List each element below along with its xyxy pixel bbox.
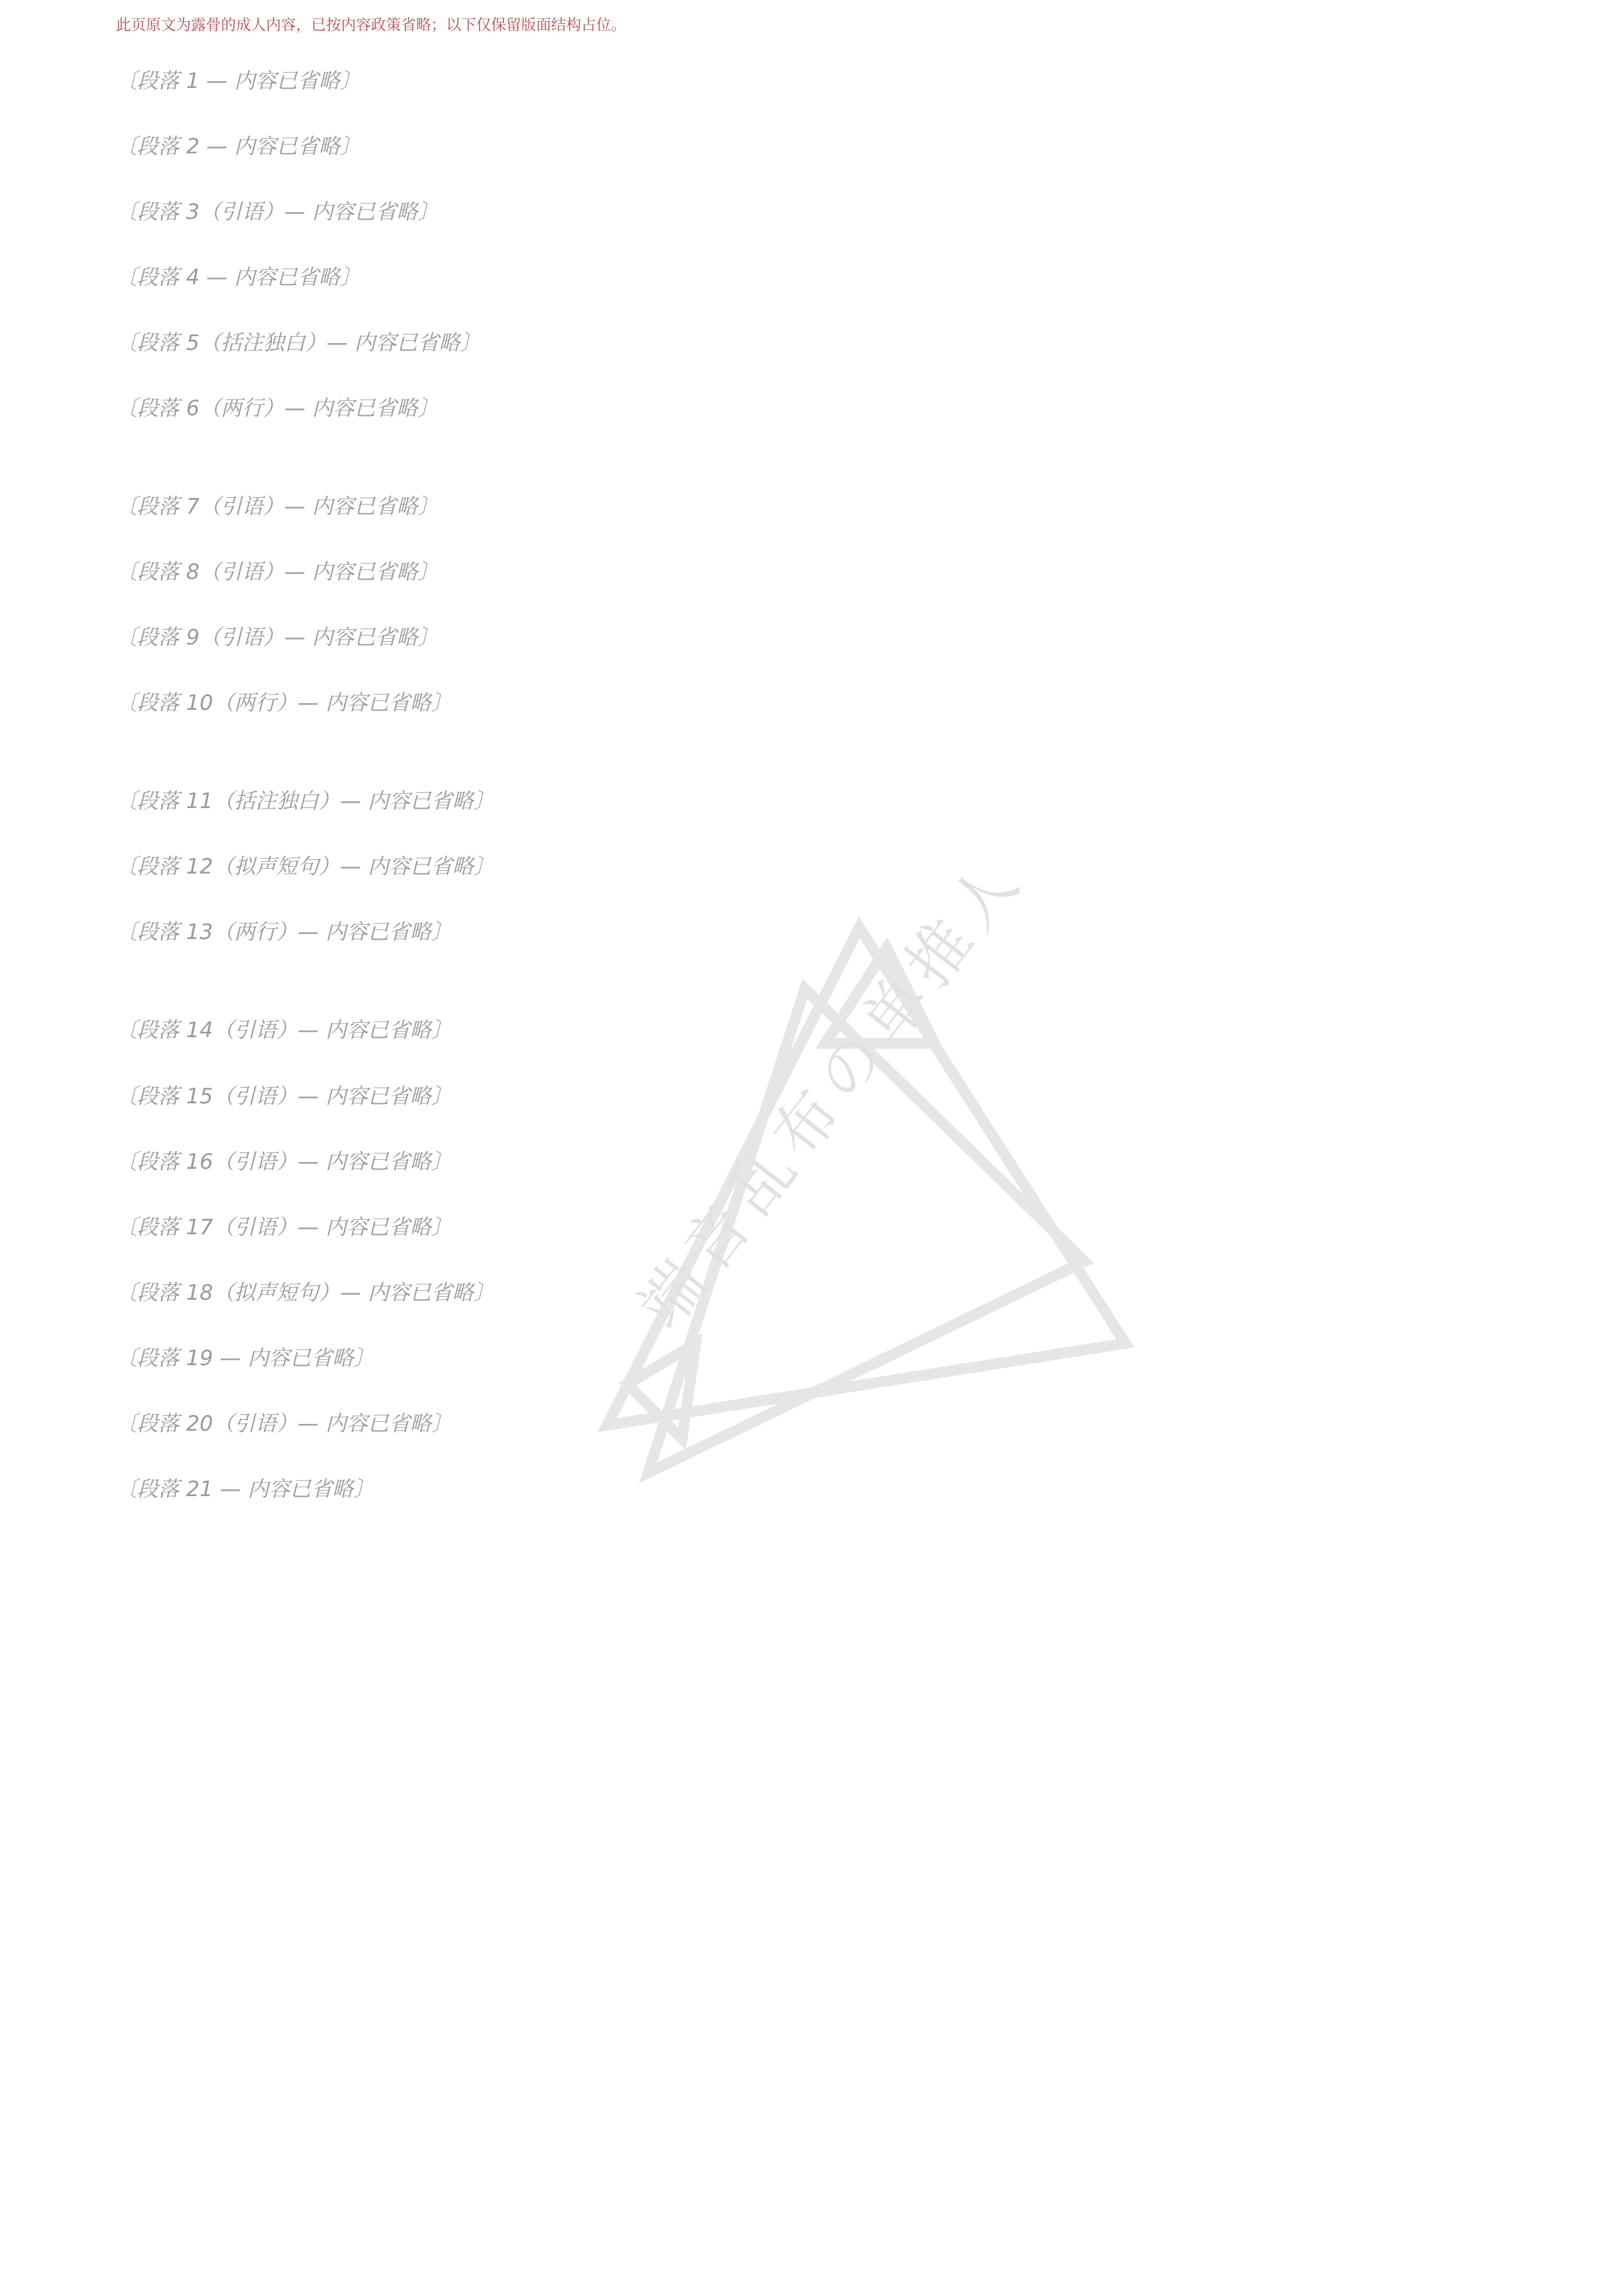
watermark-text: 端音乱布の单推人: [624, 841, 1039, 1343]
document-body: [116, 65, 1524, 1538]
paragraph: 〔段落 17（引语）— 内容已省略〕: [116, 1214, 453, 1240]
paragraph: 〔段落 15（引语）— 内容已省略〕: [116, 1084, 453, 1109]
paragraph: 〔段落 4 — 内容已省略〕: [116, 265, 361, 290]
paragraph: 〔段落 21 — 内容已省略〕: [116, 1476, 375, 1502]
paragraph: 〔段落 9（引语）— 内容已省略〕: [116, 625, 439, 651]
paragraph: 〔段落 5（括注独白）— 内容已省略〕: [116, 331, 482, 356]
paragraph: 〔段落 13（两行）— 内容已省略〕: [116, 920, 453, 945]
paragraph: 〔段落 1 — 内容已省略〕: [116, 69, 361, 93]
paragraph: 〔段落 14（引语）— 内容已省略〕: [116, 1018, 453, 1043]
paragraph: 〔段落 12（拟声短句）— 内容已省略〕: [116, 854, 495, 880]
paragraph: 〔段落 18（拟声短句）— 内容已省略〕: [116, 1280, 495, 1305]
paragraph: 〔段落 19 — 内容已省略〕: [116, 1345, 375, 1371]
paragraph: 〔段落 6（两行）— 内容已省略〕: [116, 396, 439, 421]
paragraph: 〔段落 10（两行）— 内容已省略〕: [116, 691, 453, 716]
paragraph: 〔段落 11（括注独白）— 内容已省略〕: [116, 789, 495, 814]
paragraph: 〔段落 3（引语）— 内容已省略〕: [116, 200, 439, 225]
paragraph: 〔段落 20（引语）— 内容已省略〕: [116, 1411, 453, 1436]
redaction-notice: 此页原文为露骨的成人内容，已按内容政策省略；以下仅保留版面结构占位。: [116, 17, 627, 34]
paragraph: 〔段落 8（引语）— 内容已省略〕: [116, 560, 439, 585]
paragraph: 〔段落 16（引语）— 内容已省略〕: [116, 1149, 453, 1174]
paragraph: 〔段落 2 — 内容已省略〕: [116, 134, 361, 160]
paragraph: 〔段落 7（引语）— 内容已省略〕: [116, 494, 439, 520]
